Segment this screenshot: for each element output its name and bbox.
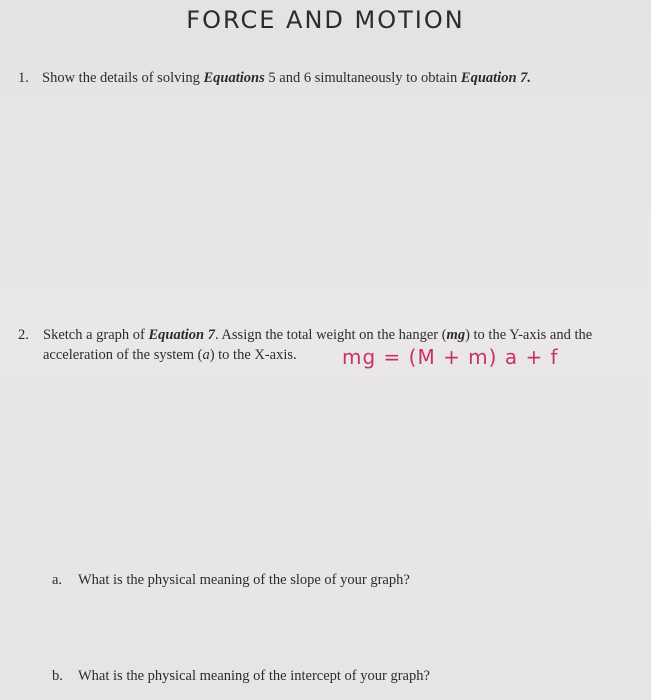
a-variable: a xyxy=(202,347,210,363)
subquestion-b xyxy=(52,668,63,685)
equation-7-ref: Equation 7. xyxy=(460,70,532,86)
subquestion-a-label: a. xyxy=(52,572,63,588)
subquestion-b-label: b. xyxy=(52,668,63,684)
question-2-line-2: acceleration of the system (a) to the X-axis. xyxy=(43,347,297,363)
equations-ref: Equations xyxy=(203,70,265,86)
question-1-text: Show the details of solving Equations 5 and 6 simultaneously to obtain Equation 7. xyxy=(42,70,532,86)
question-2-line-1: Sketch a graph of Equation 7. Assign the total weight on the hanger (mg) to the Y-axis and the xyxy=(43,327,593,343)
question-2-number: 2. xyxy=(18,327,29,343)
subquestion-a-text: What is the physical meaning of the slope of your graph? xyxy=(78,572,410,588)
question-1 xyxy=(18,70,29,87)
handwritten-equation: mg = (M + m) a + f xyxy=(342,345,559,369)
mg-variable: mg xyxy=(446,327,466,343)
subquestion-b-text: What is the physical meaning of the intercept of your graph? xyxy=(78,668,430,684)
question-2 xyxy=(18,327,29,344)
subquestion-a xyxy=(52,572,62,589)
question-1-number: 1. xyxy=(18,70,29,86)
page-title: FORCE AND MOTION xyxy=(186,6,465,34)
equation-7-ref-2: Equation 7 xyxy=(148,327,215,343)
